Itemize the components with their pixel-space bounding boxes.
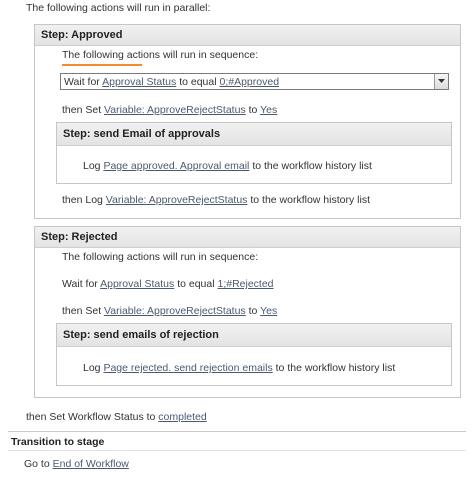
set-value-link[interactable]: Yes: [260, 104, 278, 116]
wait-value-link[interactable]: 0;#Approved: [219, 76, 280, 88]
log-prefix: Log: [83, 160, 101, 172]
approved-log-variable-action: [62, 194, 370, 206]
approval-log-action: [83, 160, 372, 172]
rejection-log-action: [83, 362, 395, 374]
wait-value-link[interactable]: 1;#Rejected: [217, 278, 274, 290]
log-suffix: to the workflow history list: [250, 194, 370, 206]
step-send-approval-email-title: Step: send Email of approvals: [57, 123, 451, 146]
set-workflow-status-action: [26, 411, 207, 423]
drop-indicator: [62, 64, 142, 66]
rejected-sequence-caption: The following actions will run in sequence:: [62, 251, 259, 263]
transition-divider: [8, 431, 466, 432]
log-message-link[interactable]: Page rejected. send rejection emails: [103, 362, 273, 374]
transition-goto-action: [24, 458, 129, 470]
set-prefix: then Set: [62, 104, 102, 116]
step-send-rejection-emails[interactable]: [56, 323, 452, 386]
wait-prefix: Wait for: [64, 76, 100, 88]
step-send-approval-email[interactable]: [56, 122, 452, 184]
wait-field-link[interactable]: Approval Status: [102, 76, 177, 88]
set-prefix: then Set: [62, 305, 102, 317]
step-rejected-title: Step: Rejected: [35, 227, 460, 248]
step-send-rejection-emails-title: Step: send emails of rejection: [57, 324, 451, 347]
approved-set-action: [62, 104, 277, 116]
set-to: to: [248, 104, 258, 116]
goto-stage-link[interactable]: End of Workflow: [52, 458, 129, 470]
set-value-link[interactable]: Yes: [260, 305, 278, 317]
log-message-link[interactable]: Page approved. Approval email: [103, 160, 250, 172]
wait-middle: to equal: [179, 76, 217, 88]
wait-prefix: Wait for: [62, 278, 98, 290]
log-suffix: to the workflow history list: [252, 160, 372, 172]
workflow-status-value-link[interactable]: completed: [158, 411, 207, 423]
workflow-status-prefix: then Set Workflow Status to: [26, 411, 156, 423]
log-suffix: to the workflow history list: [275, 362, 396, 374]
step-approved-title: Step: Approved: [35, 25, 460, 46]
transition-title: Transition to stage: [11, 436, 105, 448]
set-variable-link[interactable]: Variable: ApproveRejectStatus: [104, 305, 246, 317]
log-variable-link[interactable]: Variable: ApproveRejectStatus: [105, 194, 248, 206]
rejected-wait-action: [62, 278, 274, 290]
chevron-down-icon[interactable]: [434, 74, 448, 89]
wait-field-link[interactable]: Approval Status: [100, 278, 175, 290]
parallel-block-caption: The following actions will run in parallel:: [26, 2, 211, 14]
goto-prefix: Go to: [24, 458, 50, 470]
log-prefix: then Log: [62, 194, 103, 206]
transition-title-underline: [8, 450, 466, 451]
set-variable-link[interactable]: Variable: ApproveRejectStatus: [104, 104, 246, 116]
approved-sequence-caption: The following actions will run in sequence:: [62, 49, 259, 61]
wait-middle: to equal: [177, 278, 215, 290]
set-to: to: [248, 305, 258, 317]
approved-wait-action: [64, 76, 279, 88]
log-prefix: Log: [83, 362, 101, 374]
rejected-set-action: [62, 305, 277, 317]
